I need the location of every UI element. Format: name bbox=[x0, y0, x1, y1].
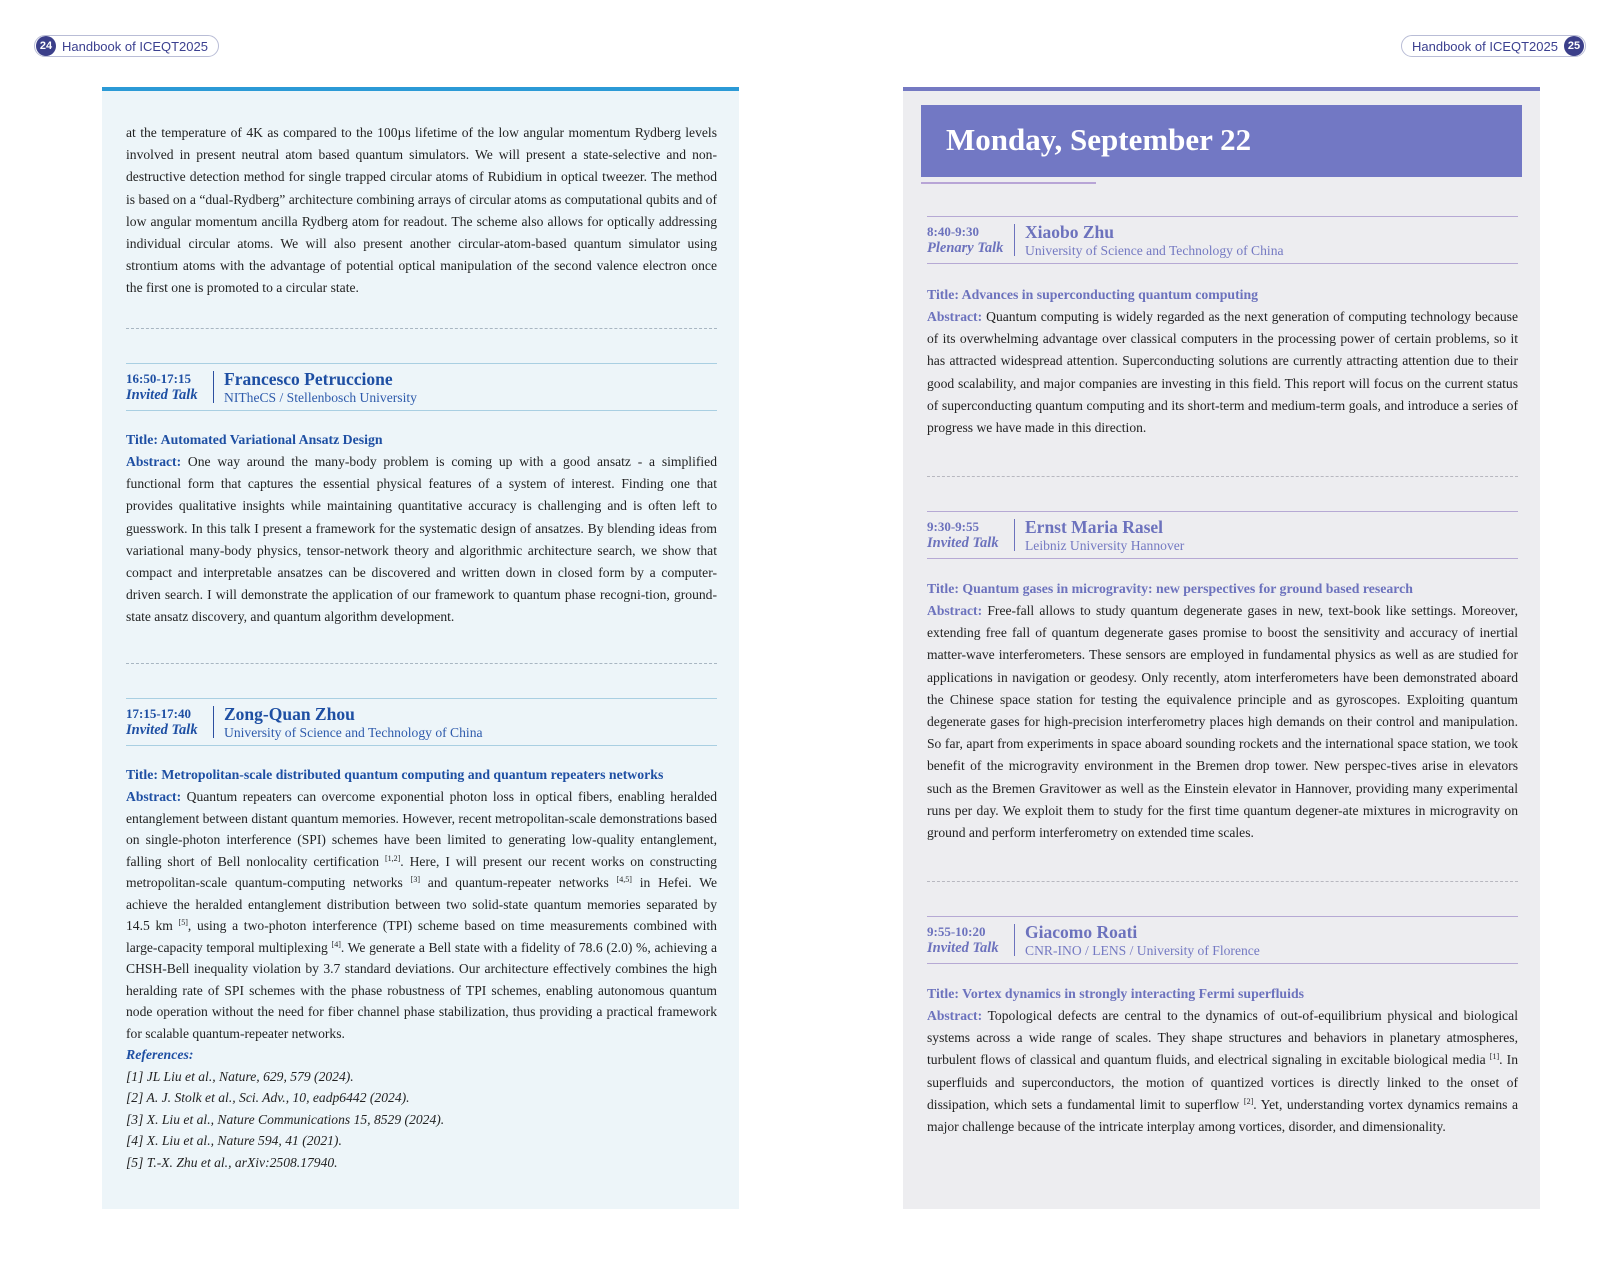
abstract-text: and quantum-repeater networks bbox=[420, 875, 617, 890]
section-divider bbox=[126, 663, 717, 664]
reference-item: [1] JL Liu et al., Nature, 629, 579 (2024). bbox=[126, 1068, 354, 1084]
speaker-affiliation: NITheCS / Stellenbosch University bbox=[224, 389, 417, 405]
session-header bbox=[927, 216, 1518, 264]
session-header bbox=[126, 363, 717, 411]
session-time: 9:30-9:55 bbox=[927, 518, 979, 534]
abstract-text: . Here, I will present our recent works on constructing metropolitan-scale quantum-computing networks bbox=[126, 853, 717, 890]
talk-type: Invited Talk bbox=[126, 721, 198, 738]
speaker-name: Francesco Petruccione bbox=[224, 368, 393, 389]
talk-type: Plenary Talk bbox=[927, 239, 1004, 256]
speaker-affiliation: CNR-INO / LENS / University of Florence bbox=[1025, 942, 1260, 958]
section-divider bbox=[927, 476, 1518, 477]
talk-type: Invited Talk bbox=[126, 386, 198, 403]
session-time: 17:15-17:40 bbox=[126, 705, 191, 721]
page-number-badge: 25 bbox=[1564, 36, 1584, 56]
session-time: 9:55-10:20 bbox=[927, 923, 986, 939]
left-page-header bbox=[34, 35, 219, 57]
day-banner: Monday, September 22 bbox=[921, 105, 1522, 177]
right-page-header bbox=[1401, 35, 1586, 57]
session-time: 8:40-9:30 bbox=[927, 223, 979, 239]
talk-title: Title: Metropolitan-scale distributed quantum computing and quantum repeaters networks bbox=[126, 767, 664, 782]
session-time: 16:50-17:15 bbox=[126, 370, 191, 386]
citation: [1] bbox=[1489, 1052, 1500, 1062]
talk-body bbox=[927, 284, 1518, 439]
abstract-text: . In superfluids and superconductors, the motion of quantized vortices is directly linked to the onset of dissipation, which sets a fundamental limit to superflow bbox=[927, 1052, 1518, 1112]
talk-body bbox=[126, 429, 717, 629]
abstract-text: in Hefei. We achieve the heralded entanglement distribution between two solid-state quantum memories separated by 14.5 km bbox=[126, 875, 718, 933]
section-divider bbox=[126, 328, 717, 329]
citation: [1,2] bbox=[384, 853, 401, 863]
abstract-label: Abstract: bbox=[927, 1008, 983, 1023]
abstract-text: Quantum computing is widely regarded as the next generation of computing technology because of its overwhelming advantage over classical computers in the processing power of certain problems, so it has attracted widespread attention. Superconducting solutions are currently attracting attention due to their good scalability, and major companies are investing in this field. This report will focus on the current status of superconducting quantum computing and its short-term and medium-term goals, and introduce a series of progress we have made in this direction. bbox=[927, 309, 1518, 436]
citation: [4,5] bbox=[616, 875, 632, 884]
citation: [4] bbox=[331, 939, 341, 949]
talk-abstract bbox=[126, 451, 717, 629]
speaker-name: Xiaobo Zhu bbox=[1025, 221, 1114, 242]
speaker-affiliation: University of Science and Technology of China bbox=[224, 724, 483, 740]
talk-title: Title: Quantum gases in microgravity: new perspectives for ground based research bbox=[927, 581, 1413, 596]
speaker-name: Giacomo Roati bbox=[1025, 921, 1138, 942]
handbook-title: Handbook of ICEQT2025 bbox=[62, 38, 208, 54]
left-page bbox=[102, 87, 739, 1209]
talk-abstract bbox=[927, 600, 1518, 844]
abstract-label: Abstract: bbox=[126, 789, 182, 804]
abstract-label: Abstract: bbox=[126, 454, 182, 469]
talk-body bbox=[927, 983, 1518, 1138]
talk-body bbox=[927, 578, 1518, 844]
abstract-label: Abstract: bbox=[927, 309, 983, 324]
talk-body bbox=[126, 764, 717, 1173]
reference-item: [2] A. J. Stolk et al., Sci. Adv., 10, eadp6442 (2024). bbox=[126, 1090, 410, 1105]
talk-title: Title: Automated Variational Ansatz Design bbox=[126, 432, 383, 447]
session-header bbox=[927, 511, 1518, 559]
reference-item: [5] T.-X. Zhu et al., arXiv:2508.17940. bbox=[126, 1154, 338, 1170]
session-header bbox=[927, 916, 1518, 964]
citation: [2] bbox=[1243, 1096, 1254, 1106]
reference-item: [3] X. Liu et al., Nature Communications 15, 8529 (2024). bbox=[126, 1111, 445, 1127]
abstract-text: . Yet, understanding vortex dynamics remains a major challenge because of the intricate interplay among vortices, disorder, and dimensionality. bbox=[927, 1096, 1518, 1135]
abstract-text: . We generate a Bell state with a fidelity of 78.6 (2.0) %, achieving a CHSH-Bell inequality violation by 3.7 standard deviations. Our architecture effectively combines the high heralding rate of SPI schemes with the phase robustness of TPI schemes, enabling autonomous quantum node operation without the need for fiber channel phase stabilization, thus providing a practical framework for scalable quantum-repeater networks. bbox=[126, 939, 717, 1041]
reference-item: [4] X. Liu et al., Nature 594, 41 (2021). bbox=[126, 1133, 342, 1148]
speaker-affiliation: University of Science and Technology of China bbox=[1025, 242, 1284, 258]
intro-paragraph: at the temperature of 4K as compared to the 100µs lifetime of the low angular momentum Rydberg levels involved in present neutral atom based quantum simulators. We will present a state-selective and non-destructive detection method for single trapped circular atoms of Rubidium in optical tweezer. The method is based on a “dual-Rydberg” architecture combining arrays of circular atoms as computational qubits and of low angular momentum ancilla Rydberg atom for readout. The scheme also allows for optically addressing individual circular atoms. We will also present another circular-atom-based quantum simulator using strontium atoms with the advantage of potential optical manipulation of the second valence electron once the first one is promoted to a circular state. bbox=[126, 125, 717, 296]
speaker-affiliation: Leibniz University Hannover bbox=[1025, 537, 1185, 553]
references-label: References: bbox=[126, 1047, 194, 1062]
speaker-name: Zong-Quan Zhou bbox=[224, 703, 355, 724]
talk-abstract bbox=[927, 306, 1518, 439]
banner-underline bbox=[921, 182, 1096, 184]
abstract-text: , using a two-photon interference (TPI) scheme based on time measurements combined with large-capacity temporal multiplexing bbox=[126, 918, 717, 955]
talk-abstract bbox=[927, 1005, 1518, 1138]
session-header bbox=[126, 698, 717, 746]
citation: [5] bbox=[178, 918, 188, 927]
abstract-text: Quantum repeaters can overcome exponential photon loss in optical fibers, enabling heralded entanglement between distant quantum memories. However, recent metropolitan-scale demonstrations based on single-photon interference (SPI) schemes have been limited to generating low-quality entanglement, falling short of Bell nonlocality certification bbox=[126, 789, 717, 869]
page-number-badge: 24 bbox=[36, 36, 56, 56]
section-divider bbox=[927, 881, 1518, 882]
right-page bbox=[903, 87, 1540, 1209]
talk-type: Invited Talk bbox=[927, 534, 999, 551]
abstract-text: Topological defects are central to the dynamics of out-of-equilibrium physical and biological systems across a wide range of scales. They shape structures and behaviors in planetary atmospheres, turbulent flows of classical and quantum fluids, and electrical signaling in excitable biological media bbox=[927, 1008, 1518, 1068]
talk-abstract bbox=[126, 786, 717, 1044]
talk-type: Invited Talk bbox=[927, 939, 999, 956]
citation: [3] bbox=[410, 875, 420, 884]
handbook-title: Handbook of ICEQT2025 bbox=[1412, 38, 1558, 54]
abstract-text: Free-fall allows to study quantum degenerate gases in new, text-book like settings. Moreover, extending free fall of quantum degenerate gases promise to boost the sensitivity and accuracy of inertial matter-wave interferometers. These sensors are employed in fundamental physics as well as are studied for applications in navigation or geodesy. Only recently, atom interferometers have been demonstrated aboard the Chinese space station for testing the equivalence principle and as gyroscopes. Exploiting quantum degenerate gases for high-precision interferometry places high demands on their control and manipulation. So far, apart from experiments in space aboard sounding rockets and the international space station, we took benefit of the microgravity environment in the Bremen drop tower. New perspec-tives arise in elevators such as the Bremen Gravitower as well as the Einstein elevator in Hannover, providing many experimental runs per day. We exploit them to study for the first time quantum degener-ate mixtures in microgravity on ground and perform interferometry on extended time scales. bbox=[927, 603, 1518, 841]
speaker-name: Ernst Maria Rasel bbox=[1025, 516, 1164, 537]
talk-title: Title: Advances in superconducting quantum computing bbox=[927, 287, 1259, 302]
talk-title: Title: Vortex dynamics in strongly interacting Fermi superfluids bbox=[927, 986, 1304, 1001]
abstract-label: Abstract: bbox=[927, 603, 983, 618]
abstract-text: One way around the many-body problem is coming up with a good ansatz - a simplified functional form that captures the essential physical features of a system of interest. Finding one that provides qualitative insights while maintaining quantitative accuracy is challenging and is often left to guesswork. In this talk I present a framework for the systematic design of ansatzes. By blending ideas from variational many-body physics, tensor-network theory and algorithmic architecture search, we show that compact and interpretable ansatzes can be discovered and written down in closed form by a computer-driven search. I will demonstrate the application of our framework to quantum phase recogni-tion, ground-state ansatz discovery, and quantum algorithm development. bbox=[126, 454, 717, 625]
